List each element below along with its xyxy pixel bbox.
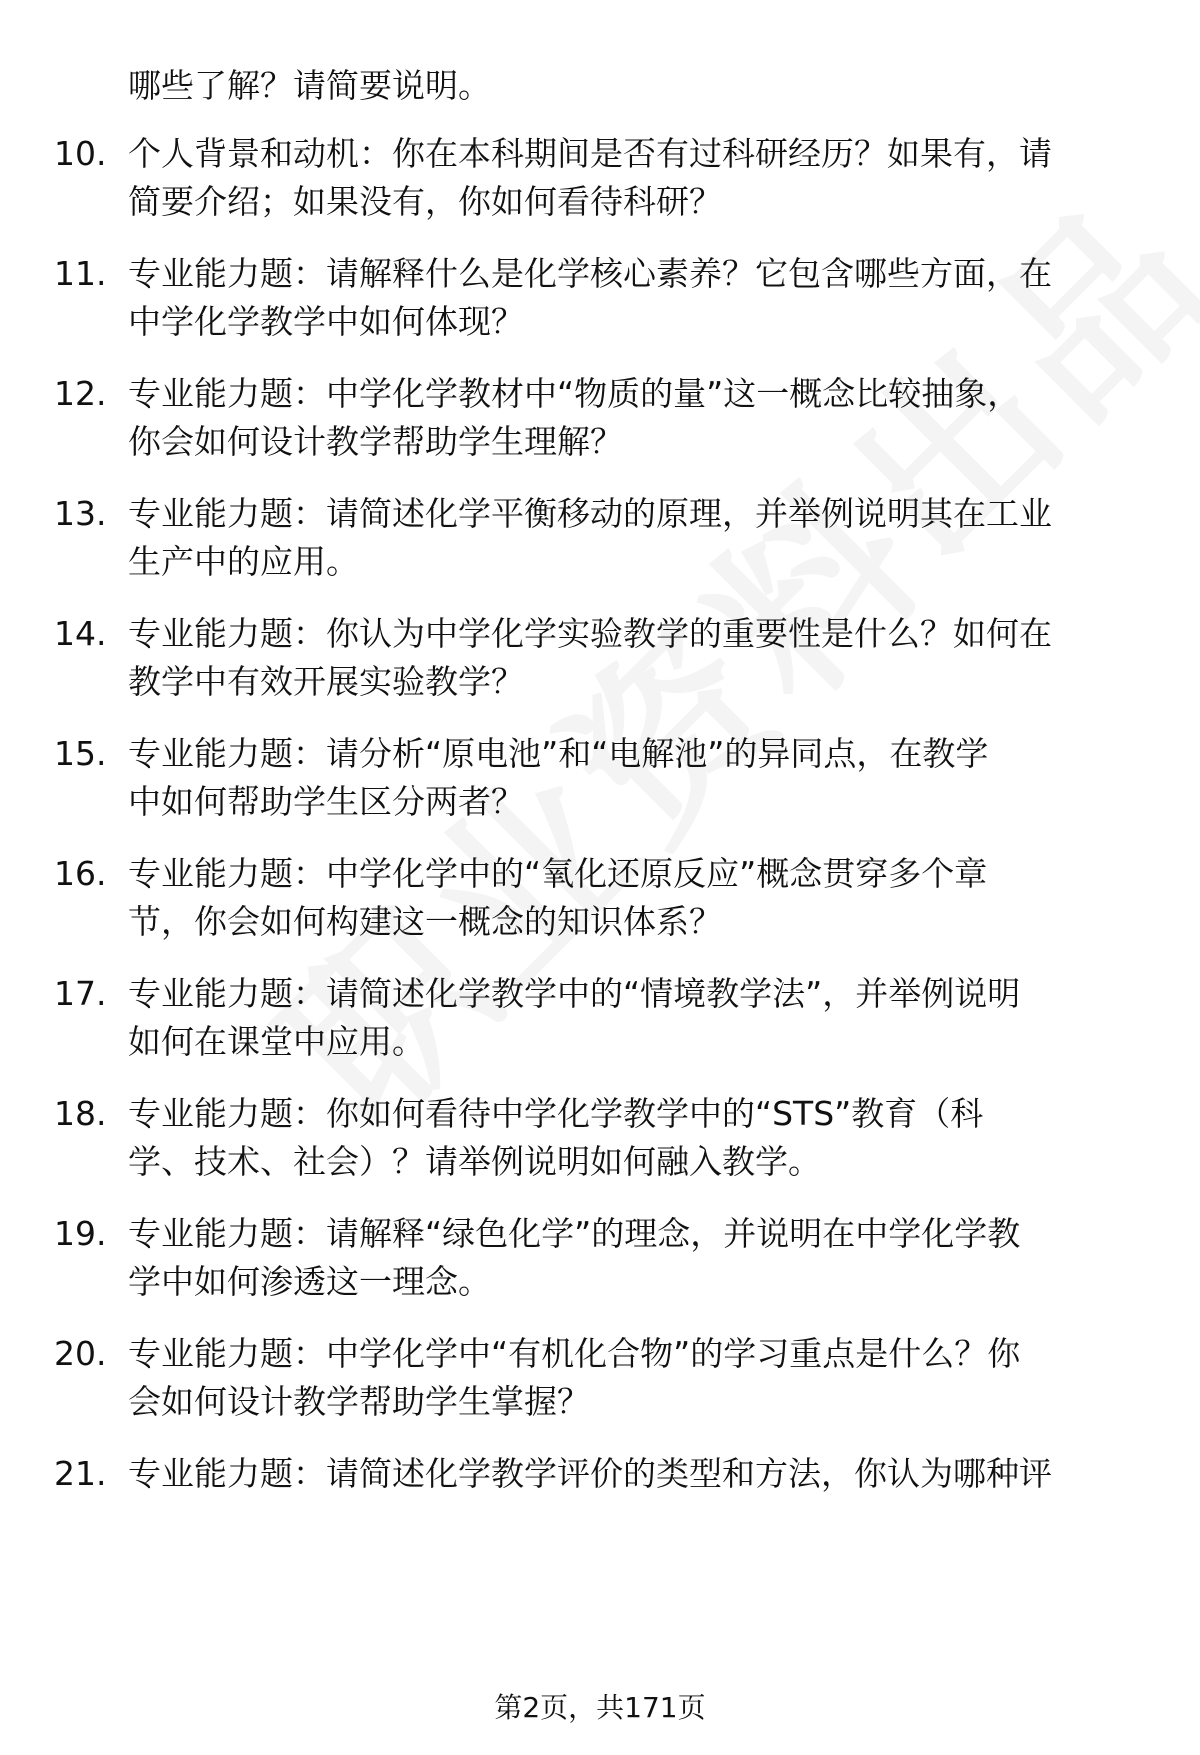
question-item bbox=[0, 730, 1200, 826]
question-item bbox=[0, 1210, 1200, 1306]
question-text-line: 专业能力题：请分析“原电池”和“电解池”的异同点，在教学 bbox=[128, 734, 989, 773]
question-number: 12. bbox=[54, 374, 107, 413]
question-text-line: 个人背景和动机：你在本科期间是否有过科研经历？如果有，请 bbox=[128, 134, 1052, 173]
question-number: 21. bbox=[54, 1454, 107, 1493]
question-item bbox=[0, 490, 1200, 586]
question-number: 11. bbox=[54, 254, 107, 293]
continued-text: 哪些了解？请简要说明。 bbox=[128, 66, 491, 105]
question-item bbox=[0, 610, 1200, 706]
question-text-line: 中如何帮助学生区分两者？ bbox=[128, 782, 524, 821]
question-text-line: 中学化学教学中如何体现？ bbox=[128, 302, 524, 341]
question-number: 20. bbox=[54, 1334, 107, 1373]
question-text-line: 专业能力题：请简述化学教学中的“情境教学法”，并举例说明 bbox=[128, 974, 1021, 1013]
question-item bbox=[0, 370, 1200, 466]
page-footer: 第2页，共171页 bbox=[494, 1691, 706, 1724]
question-text-line: 学中如何渗透这一理念。 bbox=[128, 1262, 491, 1301]
question-text-line: 如何在课堂中应用。 bbox=[128, 1022, 425, 1061]
question-text-line: 专业能力题：中学化学中的“氧化还原反应”概念贯穿多个章 bbox=[128, 854, 988, 893]
question-text-line: 节，你会如何构建这一概念的知识体系？ bbox=[128, 902, 722, 941]
question-text-line: 专业能力题：中学化学中“有机化合物”的学习重点是什么？你 bbox=[128, 1334, 1021, 1373]
question-text-line: 专业能力题：你如何看待中学化学教学中的“STS”教育（科 bbox=[128, 1094, 984, 1133]
question-text-line: 专业能力题：请解释“绿色化学”的理念，并说明在中学化学教 bbox=[128, 1214, 1021, 1253]
question-number: 18. bbox=[54, 1094, 107, 1133]
question-item bbox=[0, 130, 1200, 226]
question-number: 19. bbox=[54, 1214, 107, 1253]
question-text-line: 你会如何设计教学帮助学生理解？ bbox=[128, 422, 623, 461]
question-text-line: 简要介绍；如果没有，你如何看待科研？ bbox=[128, 182, 722, 221]
question-text-line: 会如何设计教学帮助学生掌握？ bbox=[128, 1382, 590, 1421]
question-text-line: 专业能力题：请简述化学教学评价的类型和方法，你认为哪种评 bbox=[128, 1454, 1052, 1493]
question-number: 17. bbox=[54, 974, 107, 1013]
question-text-line: 教学中有效开展实验教学？ bbox=[128, 662, 524, 701]
question-text-line: 专业能力题：请简述化学平衡移动的原理，并举例说明其在工业 bbox=[128, 494, 1052, 533]
question-number: 16. bbox=[54, 854, 107, 893]
question-item bbox=[0, 1450, 1200, 1546]
question-text-line: 专业能力题：中学化学教材中“物质的量”这一概念比较抽象， bbox=[128, 374, 1021, 413]
question-item bbox=[0, 250, 1200, 346]
question-item bbox=[0, 850, 1200, 946]
question-item bbox=[0, 970, 1200, 1066]
question-number: 10. bbox=[54, 134, 107, 173]
question-text-line: 学、技术、社会）？请举例说明如何融入教学。 bbox=[128, 1142, 821, 1181]
question-text-line: 专业能力题：请解释什么是化学核心素养？它包含哪些方面，在 bbox=[128, 254, 1052, 293]
question-text-line: 生产中的应用。 bbox=[128, 542, 359, 581]
question-number: 14. bbox=[54, 614, 107, 653]
question-item bbox=[0, 1330, 1200, 1426]
question-number: 13. bbox=[54, 494, 107, 533]
question-number: 15. bbox=[54, 734, 107, 773]
question-item bbox=[0, 1090, 1200, 1186]
question-text-line: 专业能力题：你认为中学化学实验教学的重要性是什么？如何在 bbox=[128, 614, 1052, 653]
